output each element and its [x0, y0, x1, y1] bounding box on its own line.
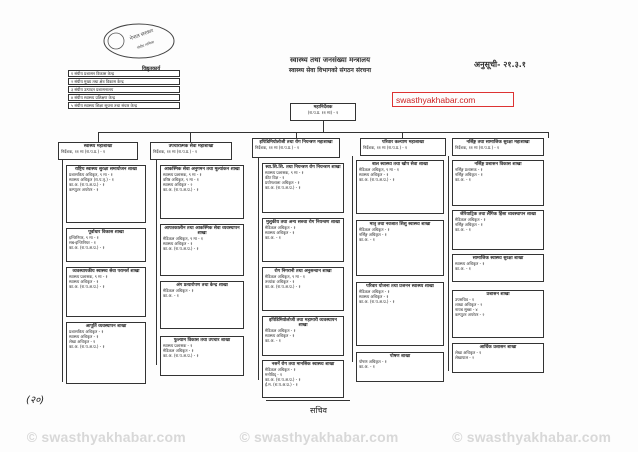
- connector-line: [258, 158, 259, 380]
- section-title: स्वा.शि.शि. तथा नियन्त्रण रोग नियन्त्रण शाखा: [265, 165, 341, 170]
- section-box: [66, 322, 146, 384]
- division-box: [252, 138, 340, 158]
- section-staff: मेडिकल अधिकृत - १: [359, 227, 390, 232]
- section-staff: लेखा अधिकृत - १: [455, 350, 482, 355]
- section-staff: का.अ. (रा.प.अ.प्र.) - १: [163, 187, 199, 192]
- section-staff: मेडिकल अधिकृत, ९ मा - १: [163, 236, 203, 241]
- section-staff: पोषण अधिकृत - १: [359, 359, 387, 364]
- section-staff: स्वास्थ्य अधिकृत - १: [163, 241, 193, 246]
- section-staff: स्वास्थ्य प्रशासक, ९ मा - १: [163, 172, 202, 177]
- annex-number: अनुसूची- २१.३.१: [474, 60, 526, 69]
- section-staff: का.अ. (रा.प.अ.प्र.) - १: [163, 246, 199, 251]
- section-staff: नर्सिङ्ग अधिकृत - १: [455, 172, 483, 177]
- connector-line: [323, 121, 324, 132]
- section-box: [160, 165, 244, 219]
- connector-line: [352, 156, 353, 362]
- connector-line: [190, 132, 191, 142]
- legend-item: ४ संघीय स्वास्थ्य प्रशिक्षण केन्द्र: [68, 94, 180, 101]
- connector-line: [156, 160, 157, 365]
- section-title: प्रशासन शाखा: [486, 292, 510, 297]
- division-title: उपचारात्मक सेवा महाशाखा: [168, 144, 214, 149]
- section-title: इपिडिमियोलोजी तथा महामारी व्यवस्थापन शाखा: [269, 318, 337, 328]
- section-title: राष्ट्रिय स्वास्थ्य सुरक्षा समायोजन शाखा: [75, 167, 137, 172]
- section-staff: कम्प्युटर अपरेटर - २: [455, 312, 485, 317]
- svg-text:संघीय मामिला: संघीय मामिला: [136, 40, 155, 50]
- division-sub: निर्देशक, ११ मा (रा.प.प्र.) - १: [61, 149, 106, 154]
- signature: सचिव: [310, 406, 328, 415]
- section-staff: का.अ. (रा.प.अ.प्र.) - १: [69, 344, 105, 349]
- section-staff: का.अ. (रा.प.अ.प्र.) - १: [265, 185, 301, 190]
- section-staff: मेडिकल अधिकृत, ९ मा - १: [265, 274, 305, 279]
- section-box: [262, 316, 344, 356]
- section-staff: का.अ. - १: [163, 293, 179, 298]
- dg-title: महानिर्देशक: [313, 105, 333, 110]
- section-box: [66, 165, 146, 223]
- section-title: व्यवस्थापकीय स्वास्थ्य सेवा परामर्श शाखा: [72, 269, 140, 274]
- section-staff: का.अ. - १: [359, 237, 375, 242]
- section-staff: का.अ. - १: [265, 235, 281, 240]
- section-staff: स्वास्थ्य प्रशासक, ९ मा - १: [69, 274, 108, 279]
- website-link[interactable]: swasthyakhabar.com: [392, 92, 514, 107]
- org-structure-subtitle: स्वास्थ्य सेवा विभागको संगठन संरचना: [288, 67, 372, 74]
- section-title: बाल स्वास्थ्य तथा खोप सेवा शाखा: [372, 162, 428, 167]
- division-sub: निर्देशक, ११ मा (रा.प.प्र.) - १: [455, 145, 500, 150]
- section-title: मुलुकीय तथा अन्य सरुवा रोग नियन्त्रण शाखा: [266, 220, 340, 225]
- section-box: [160, 336, 244, 376]
- legend-list: [68, 70, 180, 110]
- section-staff: तथ्यांक अधिकृत - १: [265, 279, 295, 284]
- connector-line: [448, 156, 449, 371]
- director-general-box: [290, 103, 356, 121]
- section-staff: का.अ. (रा.प.अ.प्र.) - १: [265, 284, 301, 289]
- watermark-text: © swasthyakhabar.com: [239, 429, 399, 445]
- section-box: [160, 224, 244, 276]
- division-box: [150, 142, 232, 160]
- section-box: [66, 267, 146, 317]
- division-box: [360, 138, 446, 156]
- section-title: परिवार योजना तथा प्रजनन स्वास्थ्य शाखा: [366, 284, 434, 289]
- division-title: परिवार कल्याण महाशाखा: [381, 140, 425, 145]
- section-staff: मेडिकल अधिकृत - १: [265, 225, 296, 230]
- legend-title: विद्युतकार्य: [142, 66, 161, 72]
- section-staff: स्वास्थ्य अधिकृत - १: [359, 172, 389, 177]
- section-staff: का.अ. (रा.प.अ.प्र.) - १: [69, 245, 105, 250]
- section-staff: का.अ. (रा.प.अ.प्र.) - १: [265, 377, 301, 382]
- section-staff: का.अ. - १: [455, 177, 471, 182]
- section-staff: स्वास्थ्य अधिकृत - १: [69, 334, 99, 339]
- section-staff: मेडिकल अधिकृत, ९ मा - १: [359, 167, 399, 172]
- section-staff: मेडिकल अधिकृत - १: [265, 328, 296, 333]
- section-staff: मेडिकल अधिकृत - १: [163, 348, 194, 353]
- section-staff: का.अ. (रा.प.अ.प्र.) - १: [359, 299, 395, 304]
- section-staff: का.अ. (रा.प.अ.प्र.) - १: [163, 353, 199, 358]
- section-box: [262, 163, 344, 213]
- section-staff: स्वास्थ्य अधिकृत (रा.प.तृ.) - १: [69, 177, 114, 182]
- section-title: आर्थिक प्रशासन शाखा: [479, 345, 517, 350]
- section-staff: स्वास्थ्य प्रशासक - १: [163, 343, 193, 348]
- section-staff: नायब सुब्बा - ४: [455, 307, 478, 312]
- section-staff: का.अ. - १: [265, 338, 281, 343]
- section-title: मातृ तथा नवजात शिशु स्वास्थ्य शाखा: [369, 222, 431, 227]
- connector-line: [62, 160, 63, 382]
- section-staff: स्वास्थ्य अधिकृत - १: [265, 230, 295, 235]
- section-staff: का.अ. (रा.प.अ.प्र.) - १: [69, 284, 105, 289]
- section-staff: प्रशासकिय अधिकृत, ९ मा - १: [69, 172, 113, 177]
- section-title: नसर्ने रोग तथा मानसिक स्वास्थ्य शाखा: [271, 362, 335, 367]
- section-staff: का.अ. - १: [359, 364, 375, 369]
- page-number: (२०): [26, 395, 45, 406]
- section-staff: का.अ. (रा.प.अ.प्र.) - १: [359, 177, 395, 182]
- government-seal-stamp: [102, 22, 176, 60]
- section-title: अंग प्रत्यारोपण तथा केन्द्र शाखा: [176, 283, 228, 288]
- section-staff: का.अ. (रा.प.अ.प्र.) - १: [69, 182, 105, 187]
- section-title: सामाजिक स्वास्थ्य सुरक्षा शाखा: [472, 256, 524, 261]
- section-title: रोग निगरानी तथा अनुसन्धान शाखा: [274, 269, 332, 274]
- section-staff: कम्प्युटर अपरेटर - १: [69, 187, 99, 192]
- connector-line: [266, 400, 350, 401]
- section-staff: स्वास्थ्य अधिकृत - २: [163, 182, 193, 187]
- section-staff: नर्सिङ्ग अधिकृत - १: [455, 222, 483, 227]
- ministry-title: स्वास्थ्य तथा जनसंख्या मन्त्रालय: [289, 56, 371, 64]
- section-box: [356, 220, 444, 276]
- section-staff: मेडिकल अधिकृत - १: [265, 367, 296, 372]
- watermark-text: © swasthyakhabar.com: [452, 429, 612, 445]
- connector-line: [548, 132, 549, 138]
- section-staff: प्रयोगशाला अधिकृत - १: [265, 180, 300, 185]
- section-staff: ई.म. (रा.प.अ.प्र.) - १: [265, 382, 298, 387]
- section-staff: प्रशासकिय अधिकृत - १: [69, 329, 104, 334]
- section-title: आपतकालीन तथा आकस्मिक सेवा व्यवस्थापन शाखा: [164, 226, 240, 236]
- section-title: आपूर्ति व्यवस्थापन शाखा: [85, 324, 127, 329]
- section-box: [452, 210, 544, 250]
- section-staff: का.अ. - १: [455, 266, 471, 271]
- division-sub: निर्देशक, ११ मा (रा.प.प्र.) - १: [363, 145, 408, 150]
- section-box: [452, 343, 544, 373]
- section-staff: स्वास्थ्य प्रशासक, ९ मा - १: [265, 170, 304, 175]
- dg-sub: (रा.प.प्र. ११ मा) - १: [307, 110, 339, 115]
- section-staff: मेडिकल अधिकृत - १: [455, 217, 486, 222]
- section-staff: इन्जिनियर, ९ मा - १: [69, 235, 99, 240]
- section-staff: नर्सिङ्ग अधिकृत - १: [359, 232, 387, 237]
- section-staff: वरिष्ठ अधिकृत, ९ मा - १: [163, 177, 199, 182]
- division-title: स्वास्थ्य महाशाखा: [83, 144, 113, 149]
- section-staff: लेखापाल - २: [455, 355, 475, 360]
- legend-item: ३ संघीय उत्पादन प्रशासनालय: [68, 86, 180, 93]
- section-staff: मेडिकल अधिकृत - १: [163, 288, 194, 293]
- watermark-text: © swasthyakhabar.com: [26, 429, 186, 445]
- section-box: [356, 160, 444, 214]
- section-title: पूर्वाधार विकास शाखा: [88, 230, 124, 235]
- section-box: [452, 254, 544, 282]
- section-box: [356, 352, 444, 382]
- section-box: [262, 267, 344, 311]
- connector-line: [98, 132, 548, 133]
- section-staff: उपसचिव - १: [455, 297, 475, 302]
- section-staff: स्वास्थ्य अधिकृत - १: [359, 294, 389, 299]
- section-box: [452, 290, 544, 338]
- section-staff: नर्सिङ्ग प्रशासक - १: [455, 167, 483, 172]
- division-box: [452, 138, 544, 156]
- legend-item: १ संघीय प्रशासन विकास केन्द्र: [68, 70, 180, 77]
- division-title: इपिडिमियोलोजी तथा रोग नियन्त्रण महाशाखा: [259, 140, 333, 145]
- section-staff: स्वास्थ्य अधिकृत - १: [69, 279, 99, 284]
- section-staff: स्वास्थ्य अधिकृत - १: [455, 261, 485, 266]
- section-box: [452, 160, 544, 206]
- division-box: [58, 142, 138, 160]
- division-sub: निर्देशक, ११ मा (रा.प.प्र.) - १: [153, 149, 198, 154]
- section-box: [262, 360, 344, 398]
- section-box: [262, 218, 344, 262]
- legend-item: ५ संघीय स्वास्थ्य शिक्षा सूचना तथा संचार केन्द्र: [68, 102, 180, 109]
- legend-item: २ संघीय मुख्य तथा क्षेत्र विकास केन्द्र: [68, 78, 180, 85]
- division-title: नर्सिङ्ग तथा सामाजिक सुरक्षा महाशाखा: [466, 140, 530, 145]
- division-sub: निर्देशक, ११ मा (रा.प.प्र.) - १: [255, 145, 300, 150]
- section-staff: का.अ. - १: [455, 227, 471, 232]
- section-box: [66, 228, 146, 262]
- section-staff: कीट विज्ञ - १: [265, 175, 285, 180]
- section-box: [160, 281, 244, 329]
- watermark-footer: [0, 425, 638, 449]
- section-title: पोषण शाखा: [389, 354, 411, 359]
- section-staff: शाखा अधिकृत - २: [455, 302, 483, 307]
- section-staff: मनोविद् - १: [265, 372, 283, 377]
- section-title: आकस्मिक सेवा अनुगमन तथा मूल्यांकन शाखा: [164, 167, 240, 172]
- section-box: [356, 282, 444, 346]
- svg-text:नेपाल सरकार: नेपाल सरकार: [129, 28, 155, 43]
- section-title: नर्सिङ्ग प्रशासन विकास शाखा: [474, 162, 522, 167]
- section-title: फुल्याम विकास तथा उपचार शाखा: [173, 338, 231, 343]
- section-staff: लेखा अधिकृत - १: [69, 339, 96, 344]
- section-staff: मेडिकल अधिकृत - १: [359, 289, 390, 294]
- section-staff: सब-इन्जिनियर - १: [69, 240, 96, 245]
- section-staff: स्वास्थ्य अधिकृत - १: [265, 333, 295, 338]
- connector-line: [98, 132, 99, 142]
- section-title: जेरियाट्रिक तथा लैंगिक हिंसा व्यवस्थापन शाखा: [460, 212, 536, 217]
